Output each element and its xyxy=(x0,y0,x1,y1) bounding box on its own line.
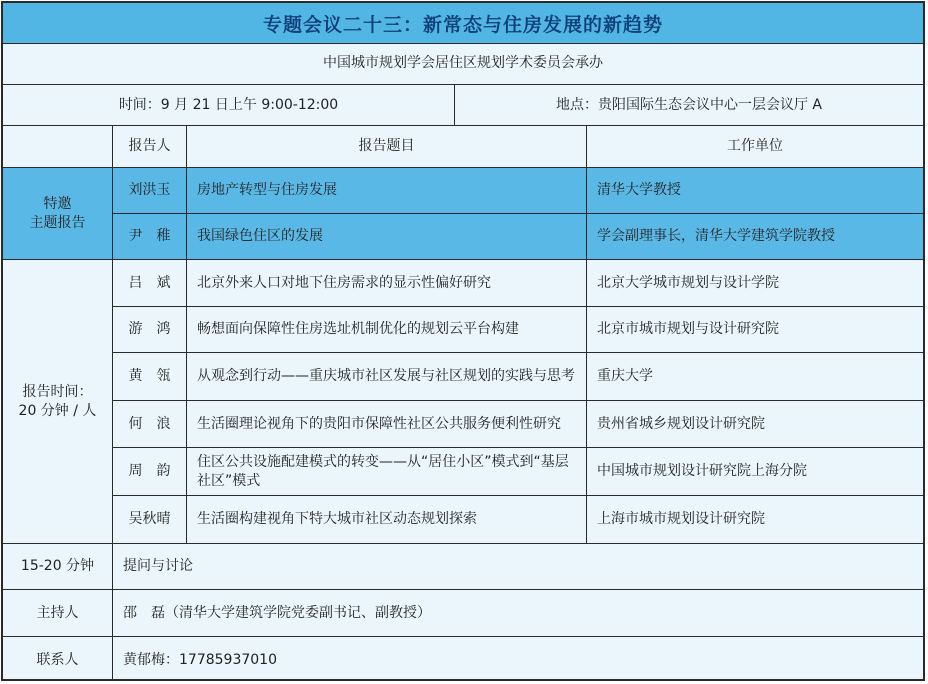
regular-group-label: 报告时间： 20 分钟 / 人 xyxy=(3,260,113,544)
discussion-row xyxy=(3,544,923,590)
affiliation-cell: 清华大学教授 xyxy=(587,168,923,214)
contact-row xyxy=(3,637,923,681)
speaker-cell: 游 鸿 xyxy=(113,307,187,353)
session-location: 地点：贵阳国际生态会议中心一层会议厅 A xyxy=(455,85,923,126)
contact-content: 黄郁梅：17785937010 xyxy=(123,651,277,668)
organizer-text: 中国城市规划学会居住区规划学术委员会承办 xyxy=(3,43,923,85)
session-time: 时间：9 月 21 日上午 9:00-12:00 xyxy=(3,85,455,126)
topic-cell: 畅想面向保障性住房选址机制优化的规划云平台构建 xyxy=(187,307,587,353)
table-row xyxy=(3,401,923,448)
speaker-cell: 刘洪玉 xyxy=(113,168,187,214)
affiliation-cell: 北京大学城市规划与设计学院 xyxy=(587,260,923,307)
discussion-content: 提问与讨论 xyxy=(113,544,923,590)
header-row xyxy=(3,126,923,168)
affiliation-cell: 重庆大学 xyxy=(587,353,923,401)
table-row xyxy=(3,307,923,353)
table-row xyxy=(3,353,923,401)
organizer-row xyxy=(3,43,923,85)
affiliation-cell: 中国城市规划设计研究院上海分院 xyxy=(587,448,923,496)
topic-cell: 生活圈构建视角下特大城市社区动态规划探索 xyxy=(187,496,587,544)
topic-cell: 住区公共设施配建模式的转变——从“居住小区”模式到“基层社区”模式 xyxy=(187,448,587,496)
topic-cell: 房地产转型与住房发展 xyxy=(187,168,587,214)
speaker-cell: 尹 稚 xyxy=(113,214,187,260)
host-row xyxy=(3,590,923,637)
table-row xyxy=(3,448,923,496)
schedule-table xyxy=(1,1,925,681)
affiliation-cell: 北京市城市规划与设计研究院 xyxy=(587,307,923,353)
topic-cell: 从观念到行动——重庆城市社区发展与社区规划的实践与思考 xyxy=(187,353,587,401)
topic-cell: 北京外来人口对地下住房需求的显示性偏好研究 xyxy=(187,260,587,307)
header-topic: 报告题目 xyxy=(187,126,587,168)
host-content: 邵 磊（清华大学建筑学院党委副书记、副教授） xyxy=(113,590,923,637)
speaker-cell: 黄 瓴 xyxy=(113,353,187,401)
header-empty xyxy=(3,126,113,168)
table-row xyxy=(3,496,923,544)
speaker-cell: 吴秋晴 xyxy=(113,496,187,544)
affiliation-cell: 贵州省城乡规划设计研究院 xyxy=(587,401,923,448)
affiliation-cell: 上海市城市规划设计研究院 xyxy=(587,496,923,544)
table-row xyxy=(3,260,923,307)
affiliation-cell: 学会副理事长，清华大学建筑学院教授 xyxy=(587,214,923,260)
discussion-label: 15-20 分钟 xyxy=(3,544,113,590)
header-speaker: 报告人 xyxy=(113,126,187,168)
topic-cell: 生活圈理论视角下的贵阳市保障性社区公共服务便利性研究 xyxy=(187,401,587,448)
special-group-label: 特邀 主题报告 xyxy=(3,168,113,260)
speaker-cell: 吕 斌 xyxy=(113,260,187,307)
speaker-cell: 何 浪 xyxy=(113,401,187,448)
session-title: 专题会议二十三：新常态与住房发展的新趋势 xyxy=(3,3,923,44)
table-row xyxy=(3,168,923,214)
time-location-row xyxy=(3,85,923,126)
host-label: 主持人 xyxy=(3,590,113,637)
speaker-cell: 周 韵 xyxy=(113,448,187,496)
contact-label: 联系人 xyxy=(3,637,113,681)
header-affiliation: 工作单位 xyxy=(587,126,923,168)
topic-cell: 我国绿色住区的发展 xyxy=(187,214,587,260)
table-row xyxy=(3,214,923,260)
